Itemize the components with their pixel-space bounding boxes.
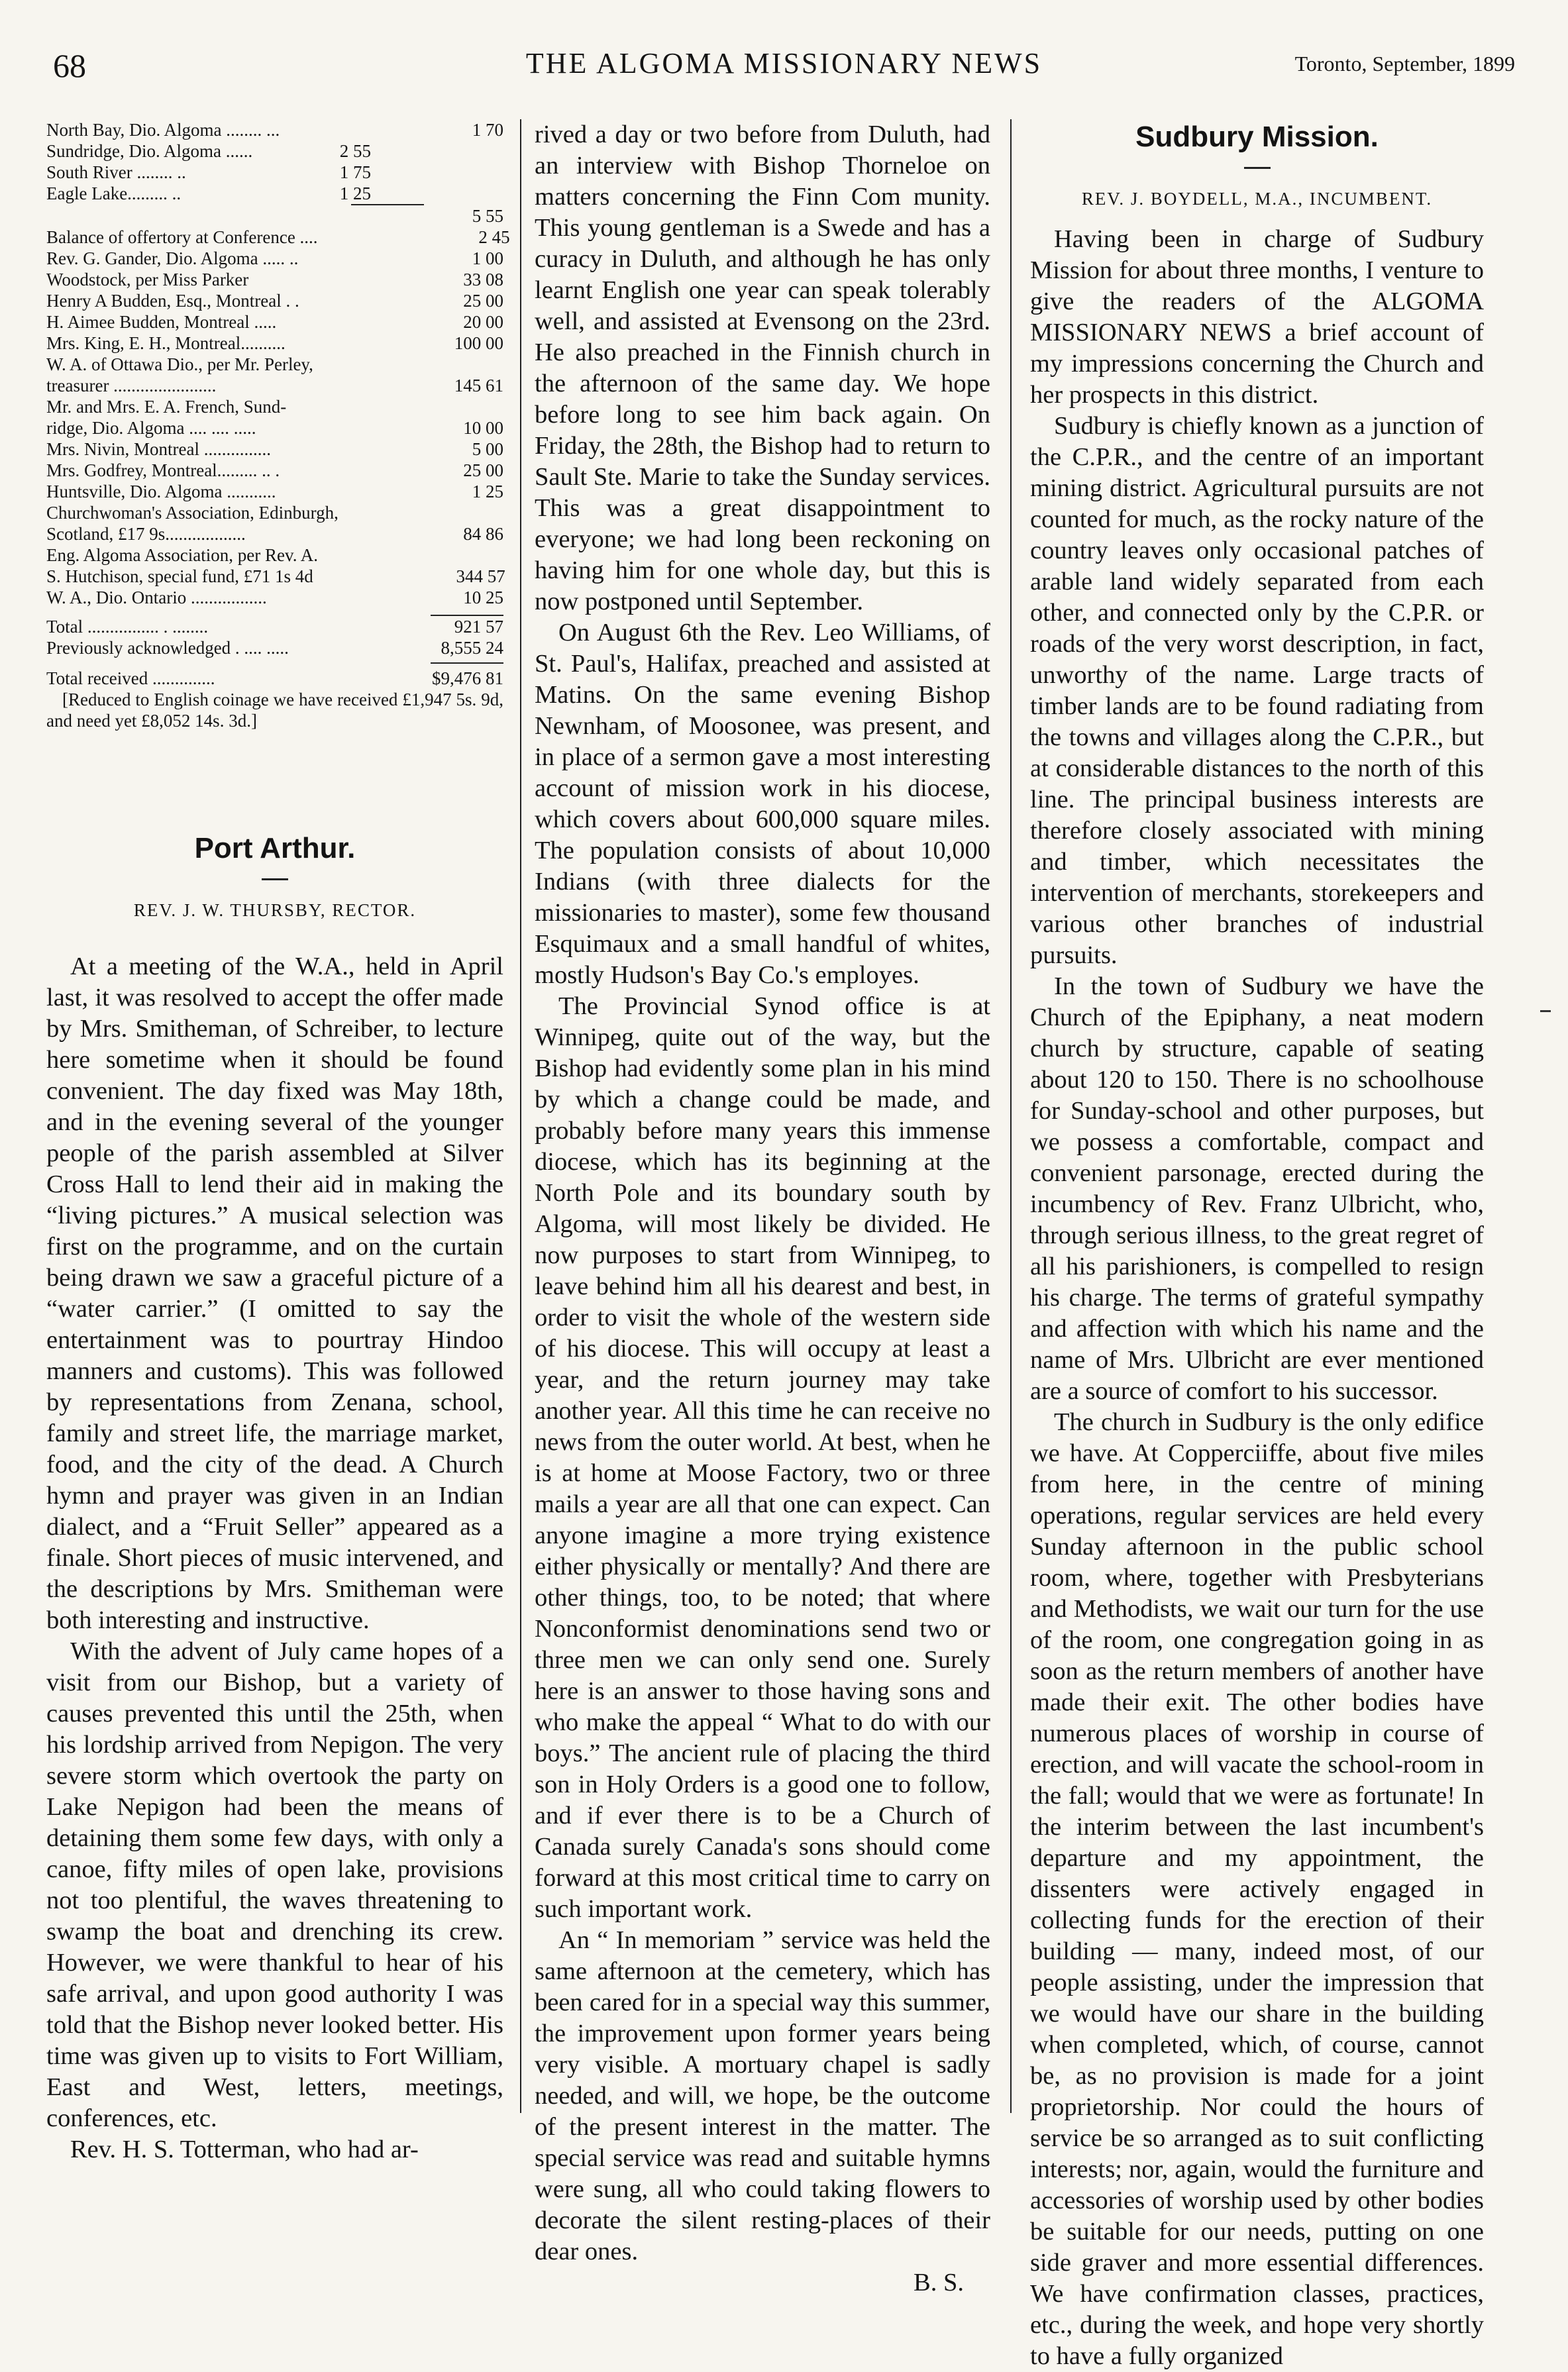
ledger-totals — [46, 616, 503, 689]
ledger-label: Churchwoman's Association, Edinburgh, — [46, 503, 339, 523]
ledger-subamount — [313, 354, 373, 375]
ledger-amount: 344 57 — [456, 566, 505, 586]
ledger-subamount: 1 25 — [339, 183, 371, 203]
ledger-row — [46, 523, 503, 544]
ledger-amount: 1 00 — [472, 248, 503, 268]
ledger-amount: 100 00 — [454, 333, 503, 353]
masthead: THE ALGOMA MISSIONARY NEWS — [525, 47, 1043, 79]
ledger-amount — [444, 396, 503, 417]
ledger-subamount — [311, 311, 371, 333]
ledger-row — [46, 616, 503, 637]
ledger-row — [46, 119, 503, 140]
section-title-sudbury: Sudbury Mission. — [1135, 121, 1379, 153]
ledger-label: treasurer ....................... — [46, 376, 217, 395]
ledger-subamount — [311, 248, 371, 269]
ledger-label: Rev. G. Gander, Dio. Algoma ..... .. — [46, 248, 299, 268]
ledger-label: W. A. of Ottawa Dio., per Mr. Perley, — [46, 354, 313, 374]
ledger-row — [46, 502, 503, 523]
ledger-subamount — [318, 227, 378, 248]
ledger-subamount: 2 55 — [339, 141, 371, 161]
paragraph: Having been in charge of Sudbury Mission for about three months, I venture to give the readers of the ALGOMA MISSIONARY NEWS a brief account of my impressions concerning the Church and her prospects in this district. — [1030, 225, 1484, 409]
column-right — [1030, 119, 1484, 2370]
ledger-amount — [471, 502, 531, 523]
ledger-subamount — [311, 333, 371, 354]
ledger-row — [46, 544, 503, 566]
ledger-subamount — [311, 481, 371, 502]
ledger-subamount — [311, 290, 371, 311]
ledger-label: Henry A Budden, Esq., Montreal . . — [46, 291, 299, 311]
ledger-row — [46, 417, 503, 438]
column-divider — [1010, 119, 1012, 2113]
ledger-label: Previously acknowledged . .... ..... — [46, 638, 289, 658]
ledger-label: North Bay, Dio. Algoma ........ ... — [46, 120, 280, 140]
ledger-amount — [446, 354, 505, 375]
ledger-row — [46, 375, 503, 396]
ledger-label: Total ................ . ........ — [46, 617, 209, 637]
ledger-label: Eng. Algoma Association, per Rev. A. — [46, 545, 318, 565]
donation-ledger — [46, 119, 510, 608]
ledger-row — [46, 587, 503, 608]
ledger-label: Sundridge, Dio. Algoma ...... — [46, 141, 253, 161]
ledger-amount: 25 00 — [463, 460, 503, 480]
ledger-amount: 5 00 — [472, 439, 503, 459]
ledger-amount: 1 70 — [472, 120, 503, 140]
signature: B. S. — [914, 2269, 964, 2296]
ledger-subamount — [311, 587, 371, 608]
ledger-row — [46, 311, 503, 333]
ledger-row — [46, 269, 503, 290]
ledger-amount — [444, 183, 503, 204]
ledger-amount: 10 00 — [463, 418, 503, 438]
paragraph: Sudbury is chiefly known as a junction of the C.P.R., and the centre of an important mining district. Agricultural pursuits are not counted for much, as the rocky nature of the country leaves only occasional patches of arable land widely separated from each other, and connected only by the C.P.R. or roads of the very worst description, in fact, unworthy of the name. Large tracts of timber lands are to be found radiating from the towns and villages along the C.P.R., but at considerable distances to the north of this line. The principal business interests are therefore closely associated with mining and timber, which necessitates the intervention of merchants, storekeepers and various other branches of industrial pursuits. — [1030, 412, 1484, 969]
ledger-amount: 2 45 — [478, 227, 510, 247]
ledger-row — [46, 205, 503, 227]
ledger-amount: 8,555 24 — [441, 638, 503, 658]
ledger-subamount — [311, 523, 371, 544]
ledger-row — [46, 290, 503, 311]
ledger-row — [46, 354, 503, 375]
ledger-row — [46, 668, 503, 689]
ledger-row — [46, 637, 503, 658]
ledger-label: Total received .............. — [46, 668, 215, 688]
ledger-row — [46, 333, 503, 354]
ledger-label: Eagle Lake......... .. — [46, 183, 182, 203]
ledger-amount: 10 25 — [463, 588, 503, 607]
paragraph: At a meeting of the W.A., held in April last, it was resolved to accept the offer made by Mrs. Smitheman, of Schreiber, to lecture here sometime when it should be found convenient. The day fixed was May 18th, and in the evening several of the younger people of the parish assembled at Silver Cross Hall to lend their aid in making the “living pictures.” A musical selection was first on the programme, and on the curtain being drawn we saw a graceful picture of a “water carrier.” (I omitted to say the entertainment was to pourtray Hindoo manners and customs). This was followed by representations from Zenana, school, family and street life, the marriage market, food, and the city of the dead. A Church hymn and prayer was given in an Indian dialect, and a “Fruit Seller” appeared as a finale. Short pieces of music intervened, and the descriptions by Mrs. Smitheman were both interesting and instructive. — [46, 953, 503, 1634]
ledger-subamount — [313, 566, 373, 587]
ledger-subamount — [311, 438, 371, 460]
ledger-subamount — [339, 502, 398, 523]
paragraph: In the town of Sudbury we have the Church of the Epiphany, a neat modern church by structure, capable of seating about 120 to 150. There is no schoolhouse for Sunday-school and other purposes, but we possess a comfortable, compact and convenient parsonage, erected during the incumbency of Rev. Franz Ulbricht, who, through serious illness, to the great regret of all his parishioners, is compelled to resign his charge. The terms of grateful sympathy and affection with which his name and the name of Mrs. Ulbricht are ever mentioned are a source of comfort to his successor. — [1030, 972, 1484, 1405]
ledger-amount: 33 08 — [463, 270, 503, 289]
ledger-subamount — [311, 205, 371, 227]
ledger-subamount — [311, 375, 371, 396]
ledger-amount: 25 00 — [463, 291, 503, 311]
ledger-label: Mr. and Mrs. E. A. French, Sund- — [46, 397, 287, 417]
ledger-row — [46, 227, 510, 248]
paragraph: On August 6th the Rev. Leo Williams, of St. Paul's, Halifax, preached and assisted at Matins. On the same evening Bishop Newnham, of Moosonee, was present, and in place of a sermon gave a most interesting account of mission work in his diocese, which covers about 600,000 square miles. The population consists of about 10,000 Indians (with three dialects for the missionaries to master), some few thousand Esquimaux and a small handful of whites, mostly Hudson's Bay Co.'s employes. — [535, 619, 990, 989]
ledger-label: Mrs. Godfrey, Montreal......... .. . — [46, 460, 280, 480]
ledger-amount: 921 57 — [454, 617, 503, 637]
ledger-note: [Reduced to English coinage we have received £1,947 5s. 9d, and need yet £8,052 14s. 3d.] — [46, 690, 503, 731]
page-number: 68 — [53, 47, 86, 84]
margin-mark — [1540, 1010, 1551, 1012]
byline-port-arthur: REV. J. W. THURSBY, RECTOR. — [133, 900, 417, 920]
paragraph: An “ In memoriam ” service was held the same afternoon at the cemetery, which has been cared for in a special way this summer, the improvement upon former years being very visible. A mortuary chapel is sadly needed, and will, we hope, be the outcome of the present interest in the matter. The special service was read and suitable hymns were sung, all who could taking flowers to decorate the silent resting-places of their dear ones. — [535, 1926, 990, 2265]
column-left — [46, 119, 510, 2163]
ledger-label: Mrs. King, E. H., Montreal.......... — [46, 333, 286, 353]
ledger-subamount — [311, 119, 371, 140]
column-middle — [535, 119, 990, 2296]
ledger-label: Balance of offertory at Conference .... — [46, 227, 318, 247]
ledger-row — [46, 481, 503, 502]
ledger-label: Huntsville, Dio. Algoma ........... — [46, 482, 276, 501]
paragraph: The church in Sudbury is the only edifice we have. At Copperciiffe, about five miles from here, in the centre of mining operations, regular services are held every Sunday afternoon in the public school room, where, together with Presbyterians and Methodists, we wait our turn for the use of the room, one congregation going in as soon as the return members of another have made their exit. The other bodies have numerous places of worship in course of erection, and will vacate the school-room in the fall; would that we were as fortunate! In the interim between the last incumbent's departure and my appointment, the dissenters were actively engaged in collecting funds for the erection of their building — many, indeed most, of our people assisting, under the impression that we would have our share in the building when completed, which, of course, cannot be, as no provision is made for a joint proprietorship. Nor could the hours of service be so arranged as to suit conflicting interests; nor, again, would the furniture and accessories of worship used by other bodies be suitable for our needs, putting on one side graver and more essential differences. We have confirmation classes, practices, etc., during the week, and hope very shortly to have a fully organized — [1030, 1408, 1484, 2370]
ledger-subamount — [318, 544, 378, 566]
ledger-amount: $9,476 81 — [432, 668, 503, 688]
ledger-amount: 1 25 — [472, 482, 503, 501]
ledger-amount — [444, 140, 503, 162]
ledger-subamount — [311, 396, 371, 417]
ledger-label: W. A., Dio. Ontario ................. — [46, 588, 267, 607]
ledger-subamount: 1 75 — [339, 162, 371, 182]
ledger-subamount — [311, 460, 371, 481]
ledger-label: Woodstock, per Miss Parker — [46, 270, 249, 289]
ledger-row — [46, 183, 503, 204]
ledger-label: Scotland, £17 9s.................. — [46, 524, 246, 544]
ledger-amount — [444, 162, 503, 183]
paragraph: rived a day or two before from Duluth, had an interview with Bishop Thorneloe on matters concerning the Finn Com munity. This young gentleman is a Swede and has a curacy in Duluth, and although he has only learnt English one year can speak tolerably well, and assisted at Evensong on the 23rd. He also preached in the Finnish church in the afternoon of the same day. We hope before long to see him back again. On Friday, the 28th, the Bishop had to return to Sault Ste. Marie to take the Sunday services. This was a great disappointment to everyone; we had long been reckoning on having him for one whole day, but this is now postponed until September. — [535, 121, 990, 615]
column-divider — [520, 119, 521, 2113]
ledger-amount: 5 55 — [472, 206, 503, 226]
page-header — [0, 33, 1568, 86]
ledger-label: ridge, Dio. Algoma .... .... ..... — [46, 418, 256, 438]
ledger-label: H. Aimee Budden, Montreal ..... — [46, 312, 277, 332]
ledger-subamount — [311, 417, 371, 438]
paragraph: The Provincial Synod office is at Winnipeg, quite out of the way, but the Bishop had evidently some plan in his mind by which a change could be made, and probably before many years this immense diocese, which has its beginning at the North Pole and its boundary south by Algoma, will most likely be divided. He now purposes to start from Winnipeg, to leave behind him all his dearest and best, in order to visit the whole of the western side of his diocese. This will occupy at least a year, and the return journey may take another year. All this time he can receive no news from the outer world. At best, when he is at home at Moose Factory, two or three mails a year are all that one can expect. Can anyone imagine a more trying existence either physically or mentally? And there are other things, too, to be noted; that where Nonconformist denominations send two or three men we can only send one. Surely here is an answer to those having sons and who make the appeal “ What to do with our boys.” The ancient rule of placing the third son in Holy Orders is a good one to follow, and if ever there is to be a Church of Canada surely Canada's sons should come forward at this most critical time to carry on such important work. — [535, 992, 990, 1923]
ledger-row — [46, 396, 503, 417]
ledger-row — [46, 460, 503, 481]
ledger-row — [46, 248, 503, 269]
ledger-label: S. Hutchison, special fund, £71 1s 4d — [46, 566, 313, 586]
ledger-label: Mrs. Nivin, Montreal ............... — [46, 439, 271, 459]
dateline: Toronto, September, 1899 — [1294, 52, 1515, 76]
byline-sudbury: REV. J. BOYDELL, M.A., INCUMBENT. — [1081, 189, 1433, 209]
section-title-port-arthur: Port Arthur. — [194, 832, 356, 864]
ledger-row — [46, 566, 503, 587]
ledger-row — [46, 162, 503, 183]
ledger-total-rule — [431, 662, 503, 664]
title-dash — [262, 878, 288, 880]
paragraph: With the advent of July came hopes of a visit from our Bishop, but a variety of causes prevented this until the 25th, when his lordship arrived from Nepigon. The very severe storm which overtook the party on Lake Nepigon had been the means of detaining them some few days, with only a canoe, fifty miles of open lake, provisions not too plentiful, the waves threatening to swamp the boat and drenching its crew. However, we were thankful to hear of his safe arrival, and upon good authority I was told that the Bishop never looked better. His time was given up to visits to Fort William, East and West, letters, meetings, conferences, etc. — [46, 1637, 503, 2132]
ledger-amount: 84 86 — [463, 524, 503, 544]
ledger-row — [46, 140, 503, 162]
ledger-label: South River ........ .. — [46, 162, 186, 182]
ledger-amount: 20 00 — [463, 312, 503, 332]
title-dash — [1244, 167, 1271, 169]
ledger-amount: 145 61 — [454, 376, 503, 395]
paragraph: Rev. H. S. Totterman, who had ar- — [70, 2136, 419, 2163]
ledger-row — [46, 438, 503, 460]
ledger-amount — [450, 544, 510, 566]
ledger-subamount — [311, 269, 371, 290]
